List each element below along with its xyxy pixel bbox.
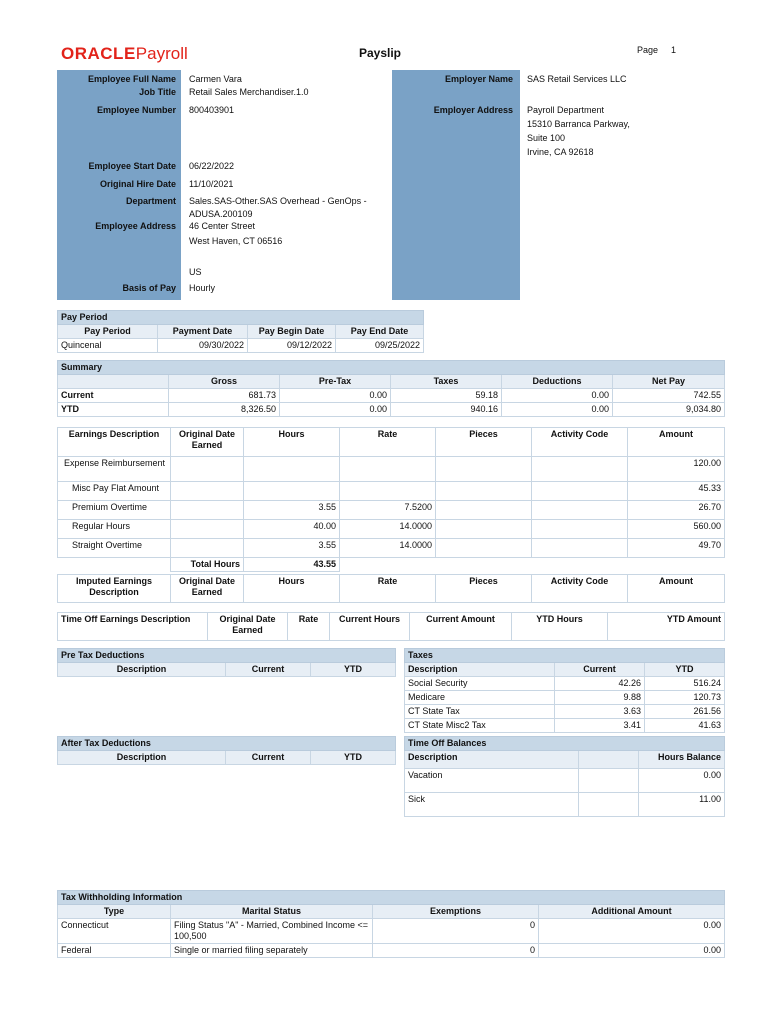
tax-ytd: 516.24 [645, 677, 725, 691]
summary-cell: 0.00 [502, 389, 613, 403]
tax-desc: CT State Misc2 Tax [405, 719, 555, 733]
table-row [58, 501, 725, 520]
withholding-additional: 0.00 [539, 919, 725, 944]
department-label: Department [125, 196, 176, 206]
imputed-desc-header: Imputed Earnings Description [58, 575, 171, 603]
withholding-status: Filing Status "A" - Married, Combined Income <= 100,500 [171, 919, 373, 944]
employee-address-line2: West Haven, CT 06516 [189, 236, 283, 246]
basis-of-pay-label: Basis of Pay [122, 283, 176, 293]
after-tax-current-header: Current [226, 751, 311, 765]
employer-address-line4: Irvine, CA 92618 [527, 147, 594, 157]
taxes-section-title: Taxes [405, 649, 725, 663]
balances-blank-header [579, 751, 639, 769]
total-hours-label: Total Hours [171, 558, 244, 572]
table-row [405, 793, 725, 817]
logo-brand: ORACLE [61, 44, 136, 63]
summary-cell: 0.00 [502, 403, 613, 417]
earnings-cell [171, 539, 244, 558]
employee-address-label: Employee Address [95, 221, 176, 231]
earnings-cell [436, 539, 532, 558]
earnings-amount: 560.00 [628, 520, 725, 539]
summary-cell: 59.18 [391, 389, 502, 403]
earnings-desc: Misc Pay Flat Amount [58, 482, 171, 501]
table-row [405, 677, 725, 691]
earnings-cell: 3.55 [244, 501, 340, 520]
balances-hours-header: Hours Balance [639, 751, 725, 769]
earnings-cell [171, 520, 244, 539]
table-row [405, 769, 725, 793]
netpay-col-header: Net Pay [613, 375, 725, 389]
earnings-cell [532, 457, 628, 482]
earnings-cell [171, 482, 244, 501]
pretax-col-header: Pre-Tax [280, 375, 391, 389]
pre-tax-deductions-table [57, 648, 396, 677]
summary-section-title: Summary [58, 361, 725, 375]
employer-name: SAS Retail Services LLC [527, 74, 627, 84]
gross-col-header: Gross [169, 375, 280, 389]
earnings-cell: 14.0000 [340, 520, 436, 539]
earnings-cell [244, 457, 340, 482]
imputed-date-header: Original Date Earned [171, 575, 244, 603]
withholding-additional: 0.00 [539, 944, 725, 958]
taxes-col-header: Taxes [391, 375, 502, 389]
table-row [58, 520, 725, 539]
deductions-col-header: Deductions [502, 375, 613, 389]
time-off-ytd-amount-header: YTD Amount [608, 613, 725, 641]
time-off-desc-header: Time Off Earnings Description [58, 613, 208, 641]
earnings-cell [340, 457, 436, 482]
payment-date-col-header: Payment Date [158, 325, 248, 339]
earnings-pieces-header: Pieces [436, 428, 532, 457]
withholding-exemptions-header: Exemptions [373, 905, 539, 919]
employee-name: Carmen Vara [189, 74, 242, 84]
page-label: Page [637, 45, 659, 55]
balances-section-title: Time Off Balances [405, 737, 725, 751]
hire-date-label: Original Hire Date [99, 179, 176, 189]
summary-cell: 742.55 [613, 389, 725, 403]
earnings-cell: 7.5200 [340, 501, 436, 520]
employer-address-line2: 15310 Barranca Parkway, [527, 119, 630, 129]
balance-hours: 0.00 [639, 769, 725, 793]
earnings-cell: 3.55 [244, 539, 340, 558]
earnings-table [57, 427, 725, 572]
payment-date-value: 09/30/2022 [158, 339, 248, 353]
tax-desc: CT State Tax [405, 705, 555, 719]
table-row [405, 719, 725, 733]
table-row [405, 691, 725, 705]
earnings-cell [532, 539, 628, 558]
withholding-type: Federal [58, 944, 171, 958]
after-tax-section-title: After Tax Deductions [58, 737, 396, 751]
department: Sales.SAS-Other.SAS Overhead - GenOps - ADUSA.200109 [189, 196, 367, 219]
withholding-status-header: Marital Status [171, 905, 373, 919]
time-off-balances-table [404, 736, 725, 817]
earnings-cell [340, 482, 436, 501]
begin-date-col-header: Pay Begin Date [248, 325, 336, 339]
earnings-cell [436, 520, 532, 539]
table-row [58, 539, 725, 558]
imputed-amount-header: Amount [628, 575, 725, 603]
earnings-amount: 26.70 [628, 501, 725, 520]
summary-cell: 940.16 [391, 403, 502, 417]
earnings-cell [244, 482, 340, 501]
taxes-table [404, 648, 725, 733]
tax-desc: Social Security [405, 677, 555, 691]
summary-cell: 8,326.50 [169, 403, 280, 417]
after-tax-desc-header: Description [58, 751, 226, 765]
earnings-amount: 120.00 [628, 457, 725, 482]
imputed-hours-header: Hours [244, 575, 340, 603]
job-title-label: Job Title [139, 87, 176, 97]
summary-row-label: Current [58, 389, 169, 403]
tax-ytd: 261.56 [645, 705, 725, 719]
withholding-exemptions: 0 [373, 944, 539, 958]
balance-desc: Vacation [405, 769, 579, 793]
summary-cell: 0.00 [280, 389, 391, 403]
job-title: Retail Sales Merchandiser.1.0 [189, 87, 309, 97]
time-off-date-header: Original Date Earned [208, 613, 288, 641]
tax-current: 42.26 [555, 677, 645, 691]
earnings-amount: 45.33 [628, 482, 725, 501]
earnings-total-spacer [58, 558, 171, 572]
after-tax-ytd-header: YTD [311, 751, 396, 765]
earnings-cell [436, 482, 532, 501]
tax-current: 3.41 [555, 719, 645, 733]
imputed-pieces-header: Pieces [436, 575, 532, 603]
earnings-desc: Premium Overtime [58, 501, 171, 520]
earnings-desc: Straight Overtime [58, 539, 171, 558]
time-off-earnings-table [57, 612, 725, 641]
earnings-rate-header: Rate [340, 428, 436, 457]
employee-number: 800403901 [189, 105, 235, 115]
time-off-current-hours-header: Current Hours [330, 613, 410, 641]
earnings-amount-header: Amount [628, 428, 725, 457]
earnings-activity-header: Activity Code [532, 428, 628, 457]
summary-row-label: YTD [58, 403, 169, 417]
table-row [58, 339, 424, 353]
end-date-col-header: Pay End Date [336, 325, 424, 339]
total-hours-value: 43.55 [244, 558, 340, 572]
earnings-total-filler [340, 558, 725, 572]
after-tax-deductions-table [57, 736, 396, 765]
employer-address-label: Employer Address [433, 105, 513, 115]
time-off-ytd-hours-header: YTD Hours [512, 613, 608, 641]
earnings-desc-header: Earnings Description [58, 428, 171, 457]
summary-cell: 0.00 [280, 403, 391, 417]
table-row [58, 482, 725, 501]
earnings-desc: Expense Reimbursement [58, 457, 171, 482]
earnings-date-header: Original Date Earned [171, 428, 244, 457]
table-row [58, 457, 725, 482]
earnings-total-row [58, 558, 725, 572]
logo-product: Payroll [135, 44, 188, 63]
summary-cell: 9,034.80 [613, 403, 725, 417]
earnings-cell: 40.00 [244, 520, 340, 539]
tax-desc: Medicare [405, 691, 555, 705]
balance-blank [579, 793, 639, 817]
employer-address-line1: Payroll Department [527, 105, 605, 115]
summary-cell: 681.73 [169, 389, 280, 403]
balance-blank [579, 769, 639, 793]
oracle-payroll-logo [61, 44, 188, 64]
pre-tax-desc-header: Description [58, 663, 226, 677]
time-off-rate-header: Rate [288, 613, 330, 641]
summary-table [57, 360, 725, 417]
tax-ytd: 41.63 [645, 719, 725, 733]
earnings-cell [171, 501, 244, 520]
withholding-section-title: Tax Withholding Information [58, 891, 725, 905]
time-off-current-amount-header: Current Amount [410, 613, 512, 641]
earnings-desc: Regular Hours [58, 520, 171, 539]
pay-period-table [57, 310, 424, 353]
tax-current: 9.88 [555, 691, 645, 705]
pre-tax-section-title: Pre Tax Deductions [58, 649, 396, 663]
earnings-cell [436, 501, 532, 520]
page-title: Payslip [358, 46, 402, 60]
imputed-activity-header: Activity Code [532, 575, 628, 603]
tax-current: 3.63 [555, 705, 645, 719]
withholding-additional-header: Additional Amount [539, 905, 725, 919]
page-number: 1 [671, 45, 677, 55]
balances-desc-header: Description [405, 751, 579, 769]
earnings-cell [532, 501, 628, 520]
pay-period-value: Quincenal [58, 339, 158, 353]
withholding-type-header: Type [58, 905, 171, 919]
earnings-cell [436, 457, 532, 482]
start-date-label: Employee Start Date [88, 161, 176, 171]
balance-desc: Sick [405, 793, 579, 817]
earnings-amount: 49.70 [628, 539, 725, 558]
withholding-status: Single or married filing separately [171, 944, 373, 958]
tax-withholding-table [57, 890, 725, 958]
earnings-cell [532, 520, 628, 539]
earnings-cell: 14.0000 [340, 539, 436, 558]
employee-address-line3: US [189, 267, 202, 277]
employee-address-line1: 46 Center Street [189, 221, 256, 231]
imputed-rate-header: Rate [340, 575, 436, 603]
end-date-value: 09/25/2022 [336, 339, 424, 353]
earnings-hours-header: Hours [244, 428, 340, 457]
taxes-ytd-header: YTD [645, 663, 725, 677]
pre-tax-ytd-header: YTD [311, 663, 396, 677]
hire-date: 11/10/2021 [189, 179, 234, 189]
withholding-type: Connecticut [58, 919, 171, 944]
withholding-exemptions: 0 [373, 919, 539, 944]
basis-of-pay: Hourly [189, 283, 216, 293]
earnings-cell [532, 482, 628, 501]
table-row [58, 944, 725, 958]
employer-address-line3: Suite 100 [527, 133, 566, 143]
imputed-earnings-table [57, 574, 725, 603]
table-row [58, 403, 725, 417]
earnings-cell [171, 457, 244, 482]
pre-tax-current-header: Current [226, 663, 311, 677]
pay-period-section-title: Pay Period [58, 311, 424, 325]
summary-blank-header [58, 375, 169, 389]
employer-name-label: Employer Name [444, 74, 513, 84]
taxes-current-header: Current [555, 663, 645, 677]
balance-hours: 11.00 [639, 793, 725, 817]
start-date: 06/22/2022 [189, 161, 235, 171]
employee-number-label: Employee Number [96, 105, 176, 115]
table-row [58, 389, 725, 403]
taxes-desc-header: Description [405, 663, 555, 677]
employee-name-label: Employee Full Name [87, 74, 176, 84]
pay-period-col-header: Pay Period [58, 325, 158, 339]
table-row [58, 919, 725, 944]
tax-ytd: 120.73 [645, 691, 725, 705]
begin-date-value: 09/12/2022 [248, 339, 336, 353]
table-row [405, 705, 725, 719]
